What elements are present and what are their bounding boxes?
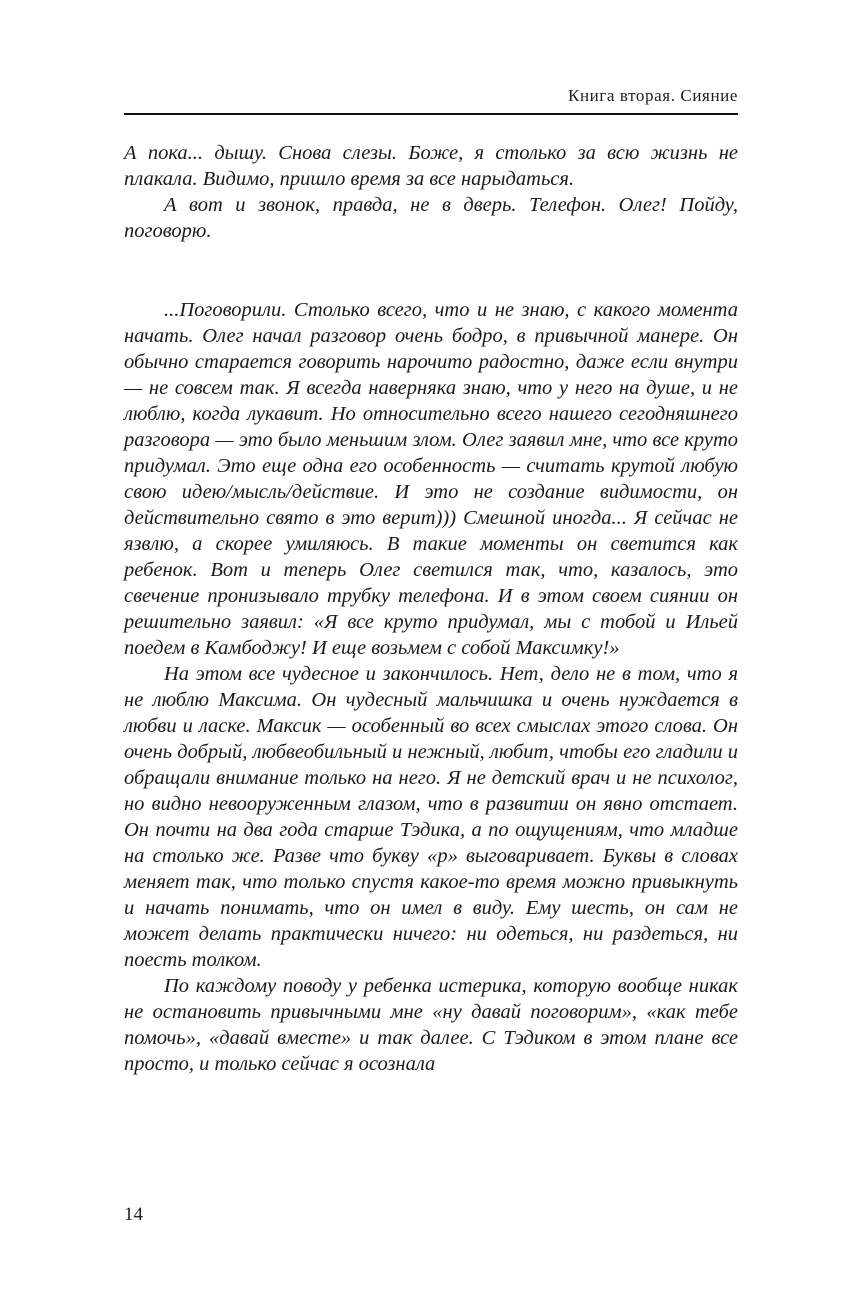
header-rule (124, 113, 738, 115)
paragraph: По каждому поводу у ребенка истерика, которую вообще никак не остановить привычными мне «ну давай поговорим», «как тебе помочь», «давай вместе» и так далее. С Тэдиком в этом плане все просто, и только сейчас я осознала (124, 975, 738, 1075)
paragraph: А вот и звонок, правда, не в дверь. Телефон. Олег! Пойду, поговорю. (124, 194, 738, 242)
text-block-opening (124, 140, 738, 244)
paragraph: На этом все чудесное и закончилось. Нет, дело не в том, что я не люблю Максима. Он чудесный мальчишка и очень нуждается в любви и ласке. Максик — особенный во всех смыслах этого слова. Он очень добрый, любвеобильный и нежный, любит, чтобы его гладили и обращали внимание только на него. Я не детский врач и не психолог, но видно невооруженным глазом, что в развитии он явно отстает. Он почти на два года старше Тэдика, а по ощущениям, что младше на столько же. Разве что букву «р» выговаривает. Буквы в словах меняет так, что только спустя какое-то время можно привыкнуть и начать понимать, что он имел в виду. Ему шесть, он сам не может делать практически ничего: ни одеться, ни раздеться, ни поесть толком. (124, 663, 738, 971)
text-block-main (124, 297, 738, 1077)
paragraph: ...Поговорили. Столько всего, что и не знаю, с какого момента начать. Олег начал разговор очень бодро, в привычной манере. Он обычно старается говорить нарочито радостно, даже если внутри — не совсем так. Я всегда наверняка знаю, что у него на душе, и не люблю, когда лукавит. Но относительно всего нашего сегодняшнего разговора — это было меньшим злом. Олег заявил мне, что все круто придумал. Это еще одна его особенность — считать крутой любую свою идею/мысль/действие. И это не создание видимости, он действительно свято в это верит))) Смешной иногда... Я сейчас не язвлю, а скорее умиляюсь. В такие моменты он светится как ребенок. Вот и теперь Олег светился так, что, казалось, это свечение пронизывало трубку телефона. И в этом своем сиянии он решительно заявил: «Я все круто придумал, мы с тобой и Ильей поедем в Камбоджу! И еще возьмем с собой Максимку!» (124, 299, 738, 659)
running-head: Книга вторая. Сияние (568, 86, 738, 105)
page-number: 14 (124, 1204, 143, 1225)
paragraph: А пока... дышу. Снова слезы. Боже, я столько за всю жизнь не плакала. Видимо, пришло время за все нарыдаться. (124, 142, 738, 190)
